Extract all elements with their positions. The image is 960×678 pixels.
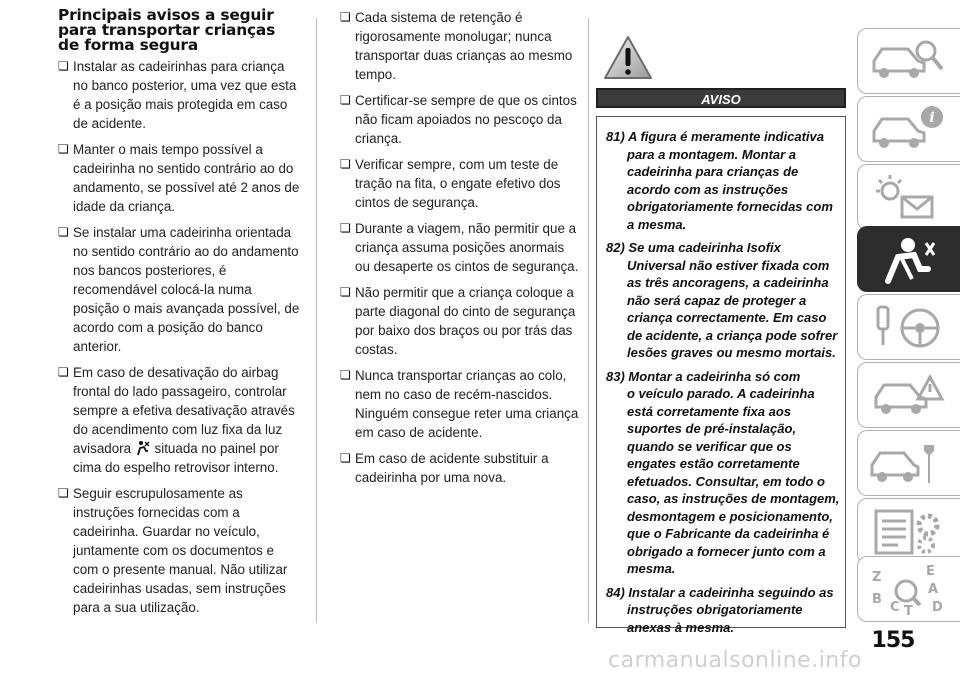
list-item: ❏ Seguir escrupulosamente as instruções fornecidas com a cadeirinha. Guardar no veículo, juntamente com os documentos e com o presente manual. Não utilizar cadeirinhas usadas, sem instruções para a sua utilização. xyxy=(58,484,300,617)
list-item: ❏ Manter o mais tempo possível a cadeirinha no sentido contrário ao do andamento, se possível até 2 anos de idade da criança. xyxy=(58,140,300,216)
specs-gear-icon xyxy=(868,505,948,559)
seatbelt-airbag-icon xyxy=(868,233,948,287)
warning-list xyxy=(606,128,840,642)
index-letter: B xyxy=(872,592,882,607)
warning-text-first: Instalar a cadeirinha seguindo as xyxy=(628,584,834,600)
column-divider xyxy=(316,18,317,623)
list-item-airbag xyxy=(58,363,300,477)
index-letter: T xyxy=(904,604,913,617)
warning-text-first: Montar a cadeirinha só com xyxy=(628,368,801,384)
warning-item xyxy=(606,584,840,637)
list-item: ❏ Instalar as cadeirinhas para criança no banco posterior, uma vez que esta é a posição mais protegida em caso de acidente. xyxy=(58,57,300,133)
safety-list-1 xyxy=(58,57,300,617)
page-number: 155 xyxy=(871,628,915,653)
list-item: ❏ Nunca transportar crianças ao colo, nem no caso de recém-nascidos. Ninguém consegue reter uma criança em caso de acidente. xyxy=(340,366,580,442)
warning-number: 84) xyxy=(606,584,625,600)
list-item: ❏ Cada sistema de retenção é rigorosamente monolugar; nunca transportar duas crianças ao mesmo tempo. xyxy=(340,8,580,84)
dashboard-lights-icon xyxy=(868,171,948,225)
middle-column xyxy=(340,8,580,494)
section-title: Principais avisos a seguir para transportar crianças de forma segura xyxy=(58,6,276,54)
watermark[interactable]: carmanualsonline.info xyxy=(608,648,862,673)
airbag-item-text-after: situada no painel por cima do espelho retrovisor interno. xyxy=(73,441,279,475)
warning-item xyxy=(606,239,840,362)
warning-number: 83) xyxy=(606,368,625,384)
warning-header: AVISO xyxy=(596,88,846,108)
index-letter: Z xyxy=(872,570,882,585)
list-item: ❏ Verificar sempre, com um teste de tração na fita, o engate efetivo dos cintos de segurança. xyxy=(340,155,580,212)
column-divider xyxy=(588,18,589,623)
warning-number: 82) xyxy=(606,240,625,255)
tab-car-search[interactable] xyxy=(857,28,960,94)
tab-dashboard-lights[interactable] xyxy=(857,164,960,230)
index-letter: D xyxy=(932,600,943,615)
tab-car-info[interactable] xyxy=(857,96,960,162)
list-item: ❏ Se instalar uma cadeirinha orientada no sentido contrário ao do andamento nos bancos posteriores, é recomendável colocá-la numa posição o mais avançada possível, de acordo com a posição do banco anterior. xyxy=(58,223,300,356)
warning-number: 81) xyxy=(606,129,625,144)
tab-car-wrench[interactable] xyxy=(857,430,960,496)
warning-item xyxy=(606,368,840,578)
warning-text: o veículo parado. A cadeirinha está corretamente fixa aos suportes de pré-instalação, quando se verificar que os engates estão corretamente efetuados. Consultar, em todo o caso, as instruções de montagem, desmontagem e posicionamento, que o Fabricante da cadeirinha é obrigado a fornecer junto com a mesma. xyxy=(627,386,840,576)
airbag-item-text-before: Em caso de desativação do airbag frontal do lado passageiro, controlar sempre a efetiva desativação através do acendimento com luz fixa da luz avisadora xyxy=(73,365,295,456)
list-item: ❏ Durante a viagem, não permitir que a criança assuma posições anormais ou desaperte os cintos de segurança. xyxy=(340,219,580,276)
left-column xyxy=(58,8,300,624)
warning-text-first: A figura é meramente indicativa xyxy=(627,129,824,144)
warning-text: Universal não estiver fixada com as três ancoragens, a cadeirinha não será capaz de proteger a criança correctamente. Em caso de acidente, a criança pode sofrer lesões graves ou mesmo mortais. xyxy=(627,257,838,360)
warning-triangle-icon xyxy=(602,34,654,82)
warning-text: para a montagem. Montar a cadeirinha para crianças de acordo com as instruções obrigatoriamente fornecidas com a mesma. xyxy=(627,146,833,232)
tab-alphabet-index[interactable] xyxy=(857,556,960,622)
car-wrench-icon xyxy=(868,437,948,491)
car-crash-warning-icon xyxy=(868,369,948,423)
list-item: ❏ Certificar-se sempre de que os cintos não ficam apoiados no pescoço da criança. xyxy=(340,91,580,148)
list-item: ❏ Em caso de acidente substituir a cadeirinha por uma nova. xyxy=(340,449,580,487)
index-letter: C xyxy=(890,600,900,615)
index-letter: A xyxy=(928,582,939,597)
tab-specs-gear[interactable] xyxy=(857,498,960,564)
safety-list-2 xyxy=(340,8,580,487)
airbag-off-icon xyxy=(135,440,151,456)
warning-text-first: Se uma cadeirinha Isofix xyxy=(628,240,781,255)
list-item: ❏ Não permitir que a criança coloque a parte diagonal do cinto de segurança por baixo dos braços ou por trás das costas. xyxy=(340,283,580,359)
key-steering-icon xyxy=(868,301,948,355)
tab-seatbelt-airbag[interactable] xyxy=(857,226,960,292)
car-search-icon xyxy=(868,35,948,89)
car-info-icon xyxy=(868,103,948,157)
warning-item xyxy=(606,128,840,233)
warning-text: instruções obrigatoriamente anexas à mesma. xyxy=(627,602,803,635)
svg-text:i: i xyxy=(929,110,935,126)
tab-car-crash-warning[interactable] xyxy=(857,362,960,428)
alphabet-index-icon xyxy=(868,563,948,617)
index-letter: E xyxy=(926,564,935,579)
tab-key-steering[interactable] xyxy=(857,294,960,360)
